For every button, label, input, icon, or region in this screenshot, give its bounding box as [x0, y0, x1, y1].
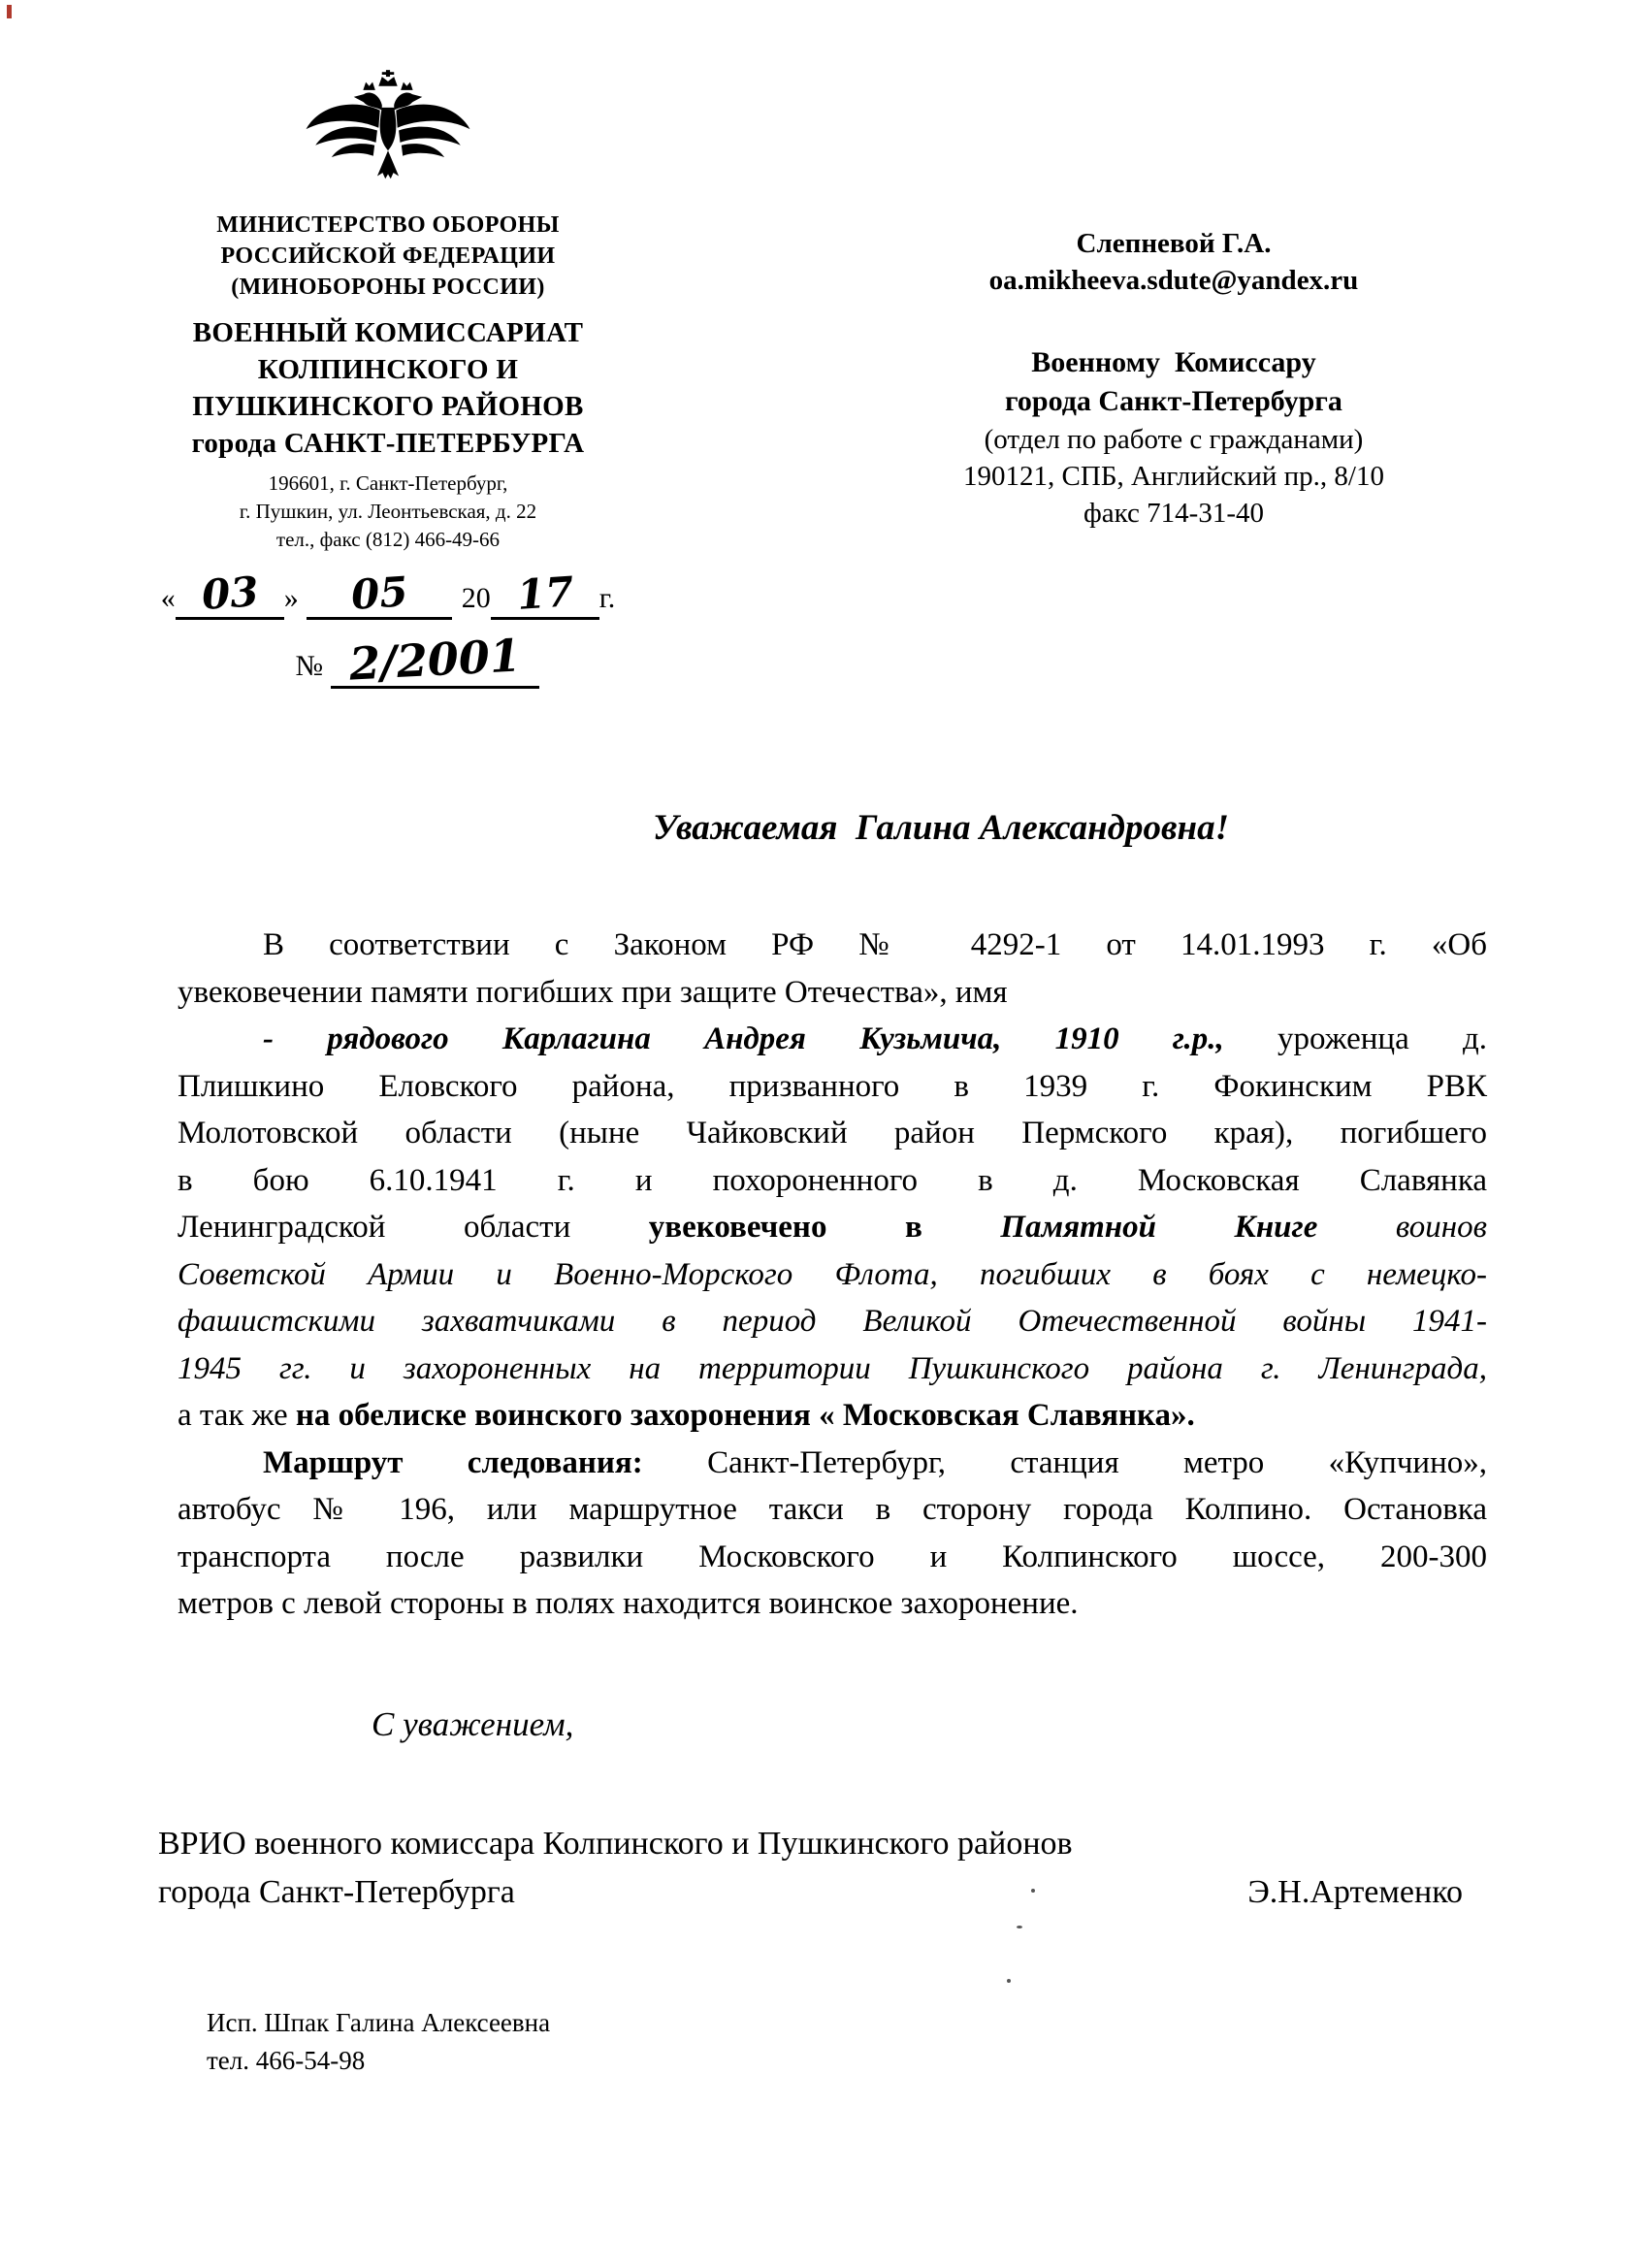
signature-line2: города Санкт-Петербурга — [158, 1874, 515, 1910]
body-text-segment: Памятной Книге — [1000, 1210, 1318, 1245]
closing-phrase: С уважением, — [372, 1705, 574, 1743]
date-day-slot — [176, 569, 284, 620]
executor-phone: тел. 466-54-98 — [207, 2046, 366, 2075]
date-close-quote: » — [283, 582, 299, 614]
body-line — [178, 1157, 1487, 1205]
body-line — [178, 1486, 1487, 1534]
recipient-name: Слепневой Г.А. — [1076, 228, 1272, 259]
recipient-title — [888, 343, 1460, 421]
body-text-segment: Маршрут следования: — [263, 1444, 643, 1480]
body-text-segment: метров с левой стороны в полях находится воинское захоронение. — [178, 1586, 1079, 1621]
body-line — [178, 1580, 1487, 1628]
date-year-slot — [491, 569, 599, 620]
body-line — [178, 1534, 1487, 1581]
signature-row — [158, 1868, 1463, 1917]
body-line — [178, 1204, 1487, 1251]
executor-name: Исп. Шпак Галина Алексеевна — [207, 2008, 551, 2037]
body-text-segment: В соответствии с Законом РФ № 4292-1 от 14.01.1993 г. «Об — [263, 927, 1487, 962]
body-text-segment: 1945 гг. и захороненных на территории Пушкинского района г. Ленинграда, — [178, 1350, 1487, 1386]
body-text-segment: увековечено в — [648, 1210, 1001, 1245]
body-line — [178, 1298, 1487, 1345]
body-text-segment: воинов — [1317, 1210, 1487, 1245]
body-line — [178, 1392, 1487, 1440]
ministry-line: (МИНОБОРОНЫ РОССИИ) — [231, 275, 545, 300]
body-text-segment: Плишкино Еловского района, призванного в 1939 г. Фокинским РВК — [178, 1068, 1487, 1104]
sender-address — [136, 470, 640, 554]
commissariat-line: ВОЕННЫЙ КОМИССАРИАТ — [192, 317, 584, 348]
mod-double-headed-eagle-icon — [301, 62, 475, 192]
date-suffix: г. — [598, 582, 616, 614]
body-text-segment: Ленинградской области — [178, 1210, 649, 1245]
commissariat-line: КОЛПИНСКОГО И — [257, 354, 519, 385]
recipient-address-line: (отдел по работе с гражданами) — [984, 424, 1364, 455]
body-text-segment: Молотовской области (ныне Чайковский район Пермского края), погибшего — [178, 1116, 1487, 1150]
body-lines — [178, 922, 1487, 1628]
handwritten-day: 03 — [199, 567, 260, 619]
body-text-segment: в бою 6.10.1941 г. и похороненного в д. Московская Славянка — [178, 1162, 1487, 1198]
body-line — [178, 1110, 1487, 1157]
commissariat-line: ПУШКИНСКОГО РАЙОНОВ — [192, 391, 584, 422]
body-line — [178, 969, 1487, 1017]
recipient-title-line: города Санкт-Петербурга — [1005, 385, 1342, 417]
body-text-segment: Санкт-Петербург, станция метро «Купчино», — [642, 1444, 1487, 1480]
handwritten-year: 17 — [514, 567, 575, 619]
scan-speck — [1017, 1926, 1022, 1928]
spacer — [888, 299, 1460, 343]
scan-speck — [7, 5, 12, 18]
body-text-segment: транспорта после развилки Московского и Колпинского шоссе, 200-300 — [178, 1539, 1487, 1574]
address-line: тел., факс (812) 466-49-66 — [275, 528, 501, 551]
body-text-segment: уроженца д. — [1223, 1021, 1487, 1056]
signatory-name: Э.Н.Артеменко — [1247, 1874, 1463, 1910]
signature-block — [158, 1820, 1463, 1917]
address-line: г. Пушкин, ул. Леонтьевская, д. 22 — [239, 500, 537, 523]
ministry-name — [136, 210, 640, 303]
body-text-segment: увековечении памяти погибших при защите Отечества», имя — [178, 974, 1008, 1010]
number-slot — [331, 629, 539, 691]
body-line — [178, 1016, 1487, 1063]
recipient-title-line: Военному Комиссару — [1031, 346, 1316, 378]
recipient-address-line: 190121, СПБ, Английский пр., 8/10 — [963, 461, 1384, 492]
commissariat-line: города САНКТ-ПЕТЕРБУРГА — [191, 428, 585, 459]
recipient-address-line: факс 714-31-40 — [1083, 498, 1264, 529]
handwritten-month: 05 — [348, 567, 409, 619]
commissariat-name — [136, 314, 640, 462]
executor-block — [207, 2004, 550, 2080]
date-century: 20 — [461, 582, 491, 614]
number-label: № — [295, 650, 324, 682]
letterhead-left-column — [136, 62, 640, 689]
handwritten-number: 2/2001 — [347, 629, 522, 691]
ministry-line: РОССИЙСКОЙ ФЕДЕРАЦИИ — [220, 243, 556, 269]
salutation: Уважаемая Галина Александровна! — [653, 808, 1229, 848]
body-line — [178, 1440, 1487, 1487]
body-line — [178, 1063, 1487, 1111]
body-line — [178, 1345, 1487, 1393]
date-open-quote: « — [160, 582, 176, 614]
address-line: 196601, г. Санкт-Петербург, — [268, 471, 508, 495]
body-text-segment: на обелиске воинского захоронения « Московская Славянка». — [295, 1398, 1195, 1433]
body-text-segment: автобус № 196, или маршрутное такси в сторону города Колпино. Остановка — [178, 1492, 1487, 1527]
body-text-segment: фашистскими захватчиками в период Великой Отечественной войны 1941- — [178, 1304, 1487, 1339]
body-text-segment: Советской Армии и Военно-Морского Флота, погибших в боях с немецко- — [178, 1256, 1487, 1292]
recipient-block — [888, 225, 1460, 532]
body-line — [178, 1251, 1487, 1299]
date-month-slot — [307, 569, 452, 620]
recipient-address — [888, 421, 1460, 532]
signature-line1: ВРИО военного комиссара Колпинского и Пушкинского районов — [158, 1826, 1073, 1862]
scan-speck — [1007, 1979, 1011, 1983]
ministry-line: МИНИСТЕРСТВО ОБОРОНЫ — [216, 212, 560, 238]
date-line — [136, 569, 640, 620]
body-line — [178, 922, 1487, 969]
body-text-segment: - рядового Карлагина Андрея Кузьмича, 1910 г.р., — [263, 1021, 1224, 1056]
recipient-email: oa.mikheeva.sdute@yandex.ru — [988, 265, 1359, 296]
body-text-segment: а так же — [178, 1398, 296, 1433]
document-number-line — [136, 629, 640, 691]
